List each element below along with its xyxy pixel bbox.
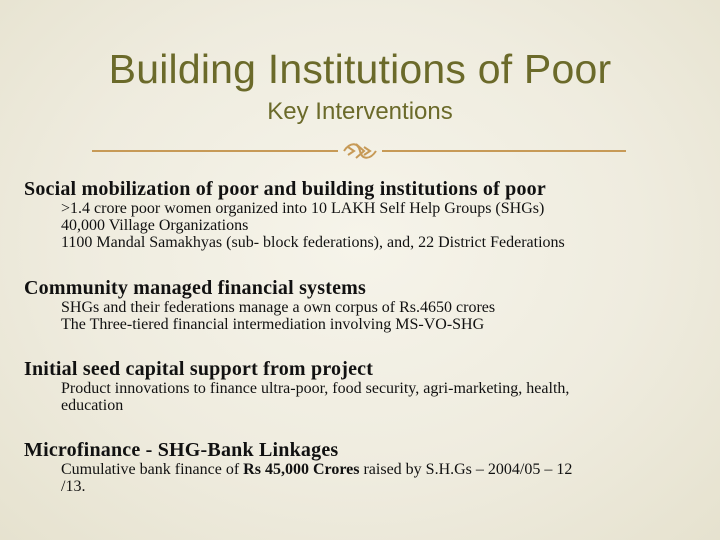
- section-seed-capital: [24, 358, 569, 414]
- divider-left: [92, 150, 338, 152]
- section-social-mobilization: [24, 178, 565, 251]
- bullet-line: 1100 Mandal Samakhyas (sub- block federations), and, 22 District Federations: [61, 234, 565, 251]
- bullet-line: Product innovations to finance ultra-poor, food security, agri-marketing, health,: [61, 380, 570, 397]
- bullet-line: [24, 461, 572, 478]
- bullet-line: education: [61, 397, 124, 414]
- bullet-line: /13.: [61, 478, 86, 495]
- section-financial-systems: [24, 277, 495, 333]
- bullet-line: SHGs and their federations manage a own corpus of Rs.4650 crores: [61, 299, 496, 316]
- section-heading: Social mobilization of poor and building institutions of poor: [24, 178, 546, 200]
- section-heading: Microfinance - SHG-Bank Linkages: [24, 439, 339, 461]
- slide-title: Building Institutions of Poor: [108, 46, 612, 92]
- section-bank-linkages: [24, 439, 572, 495]
- line-text: Cumulative bank finance of: [61, 461, 244, 478]
- bullet-line: 40,000 Village Organizations: [61, 217, 249, 234]
- section-heading: Initial seed capital support from project: [24, 358, 374, 380]
- bullet-line: The Three-tiered financial intermediation involving MS-VO-SHG: [61, 316, 485, 333]
- divider-right: [382, 150, 626, 152]
- line-highlight: Rs 45,000 Crores: [243, 461, 360, 478]
- bullet-line: >1.4 crore poor women organized into 10 LAKH Self Help Groups (SHGs): [61, 200, 545, 217]
- section-heading: Community managed financial systems: [24, 277, 367, 299]
- line-text: raised by S.H.Gs – 2004/05 – 12: [359, 461, 573, 478]
- slide-subtitle: Key Interventions: [267, 98, 453, 125]
- flourish-icon: [340, 138, 380, 164]
